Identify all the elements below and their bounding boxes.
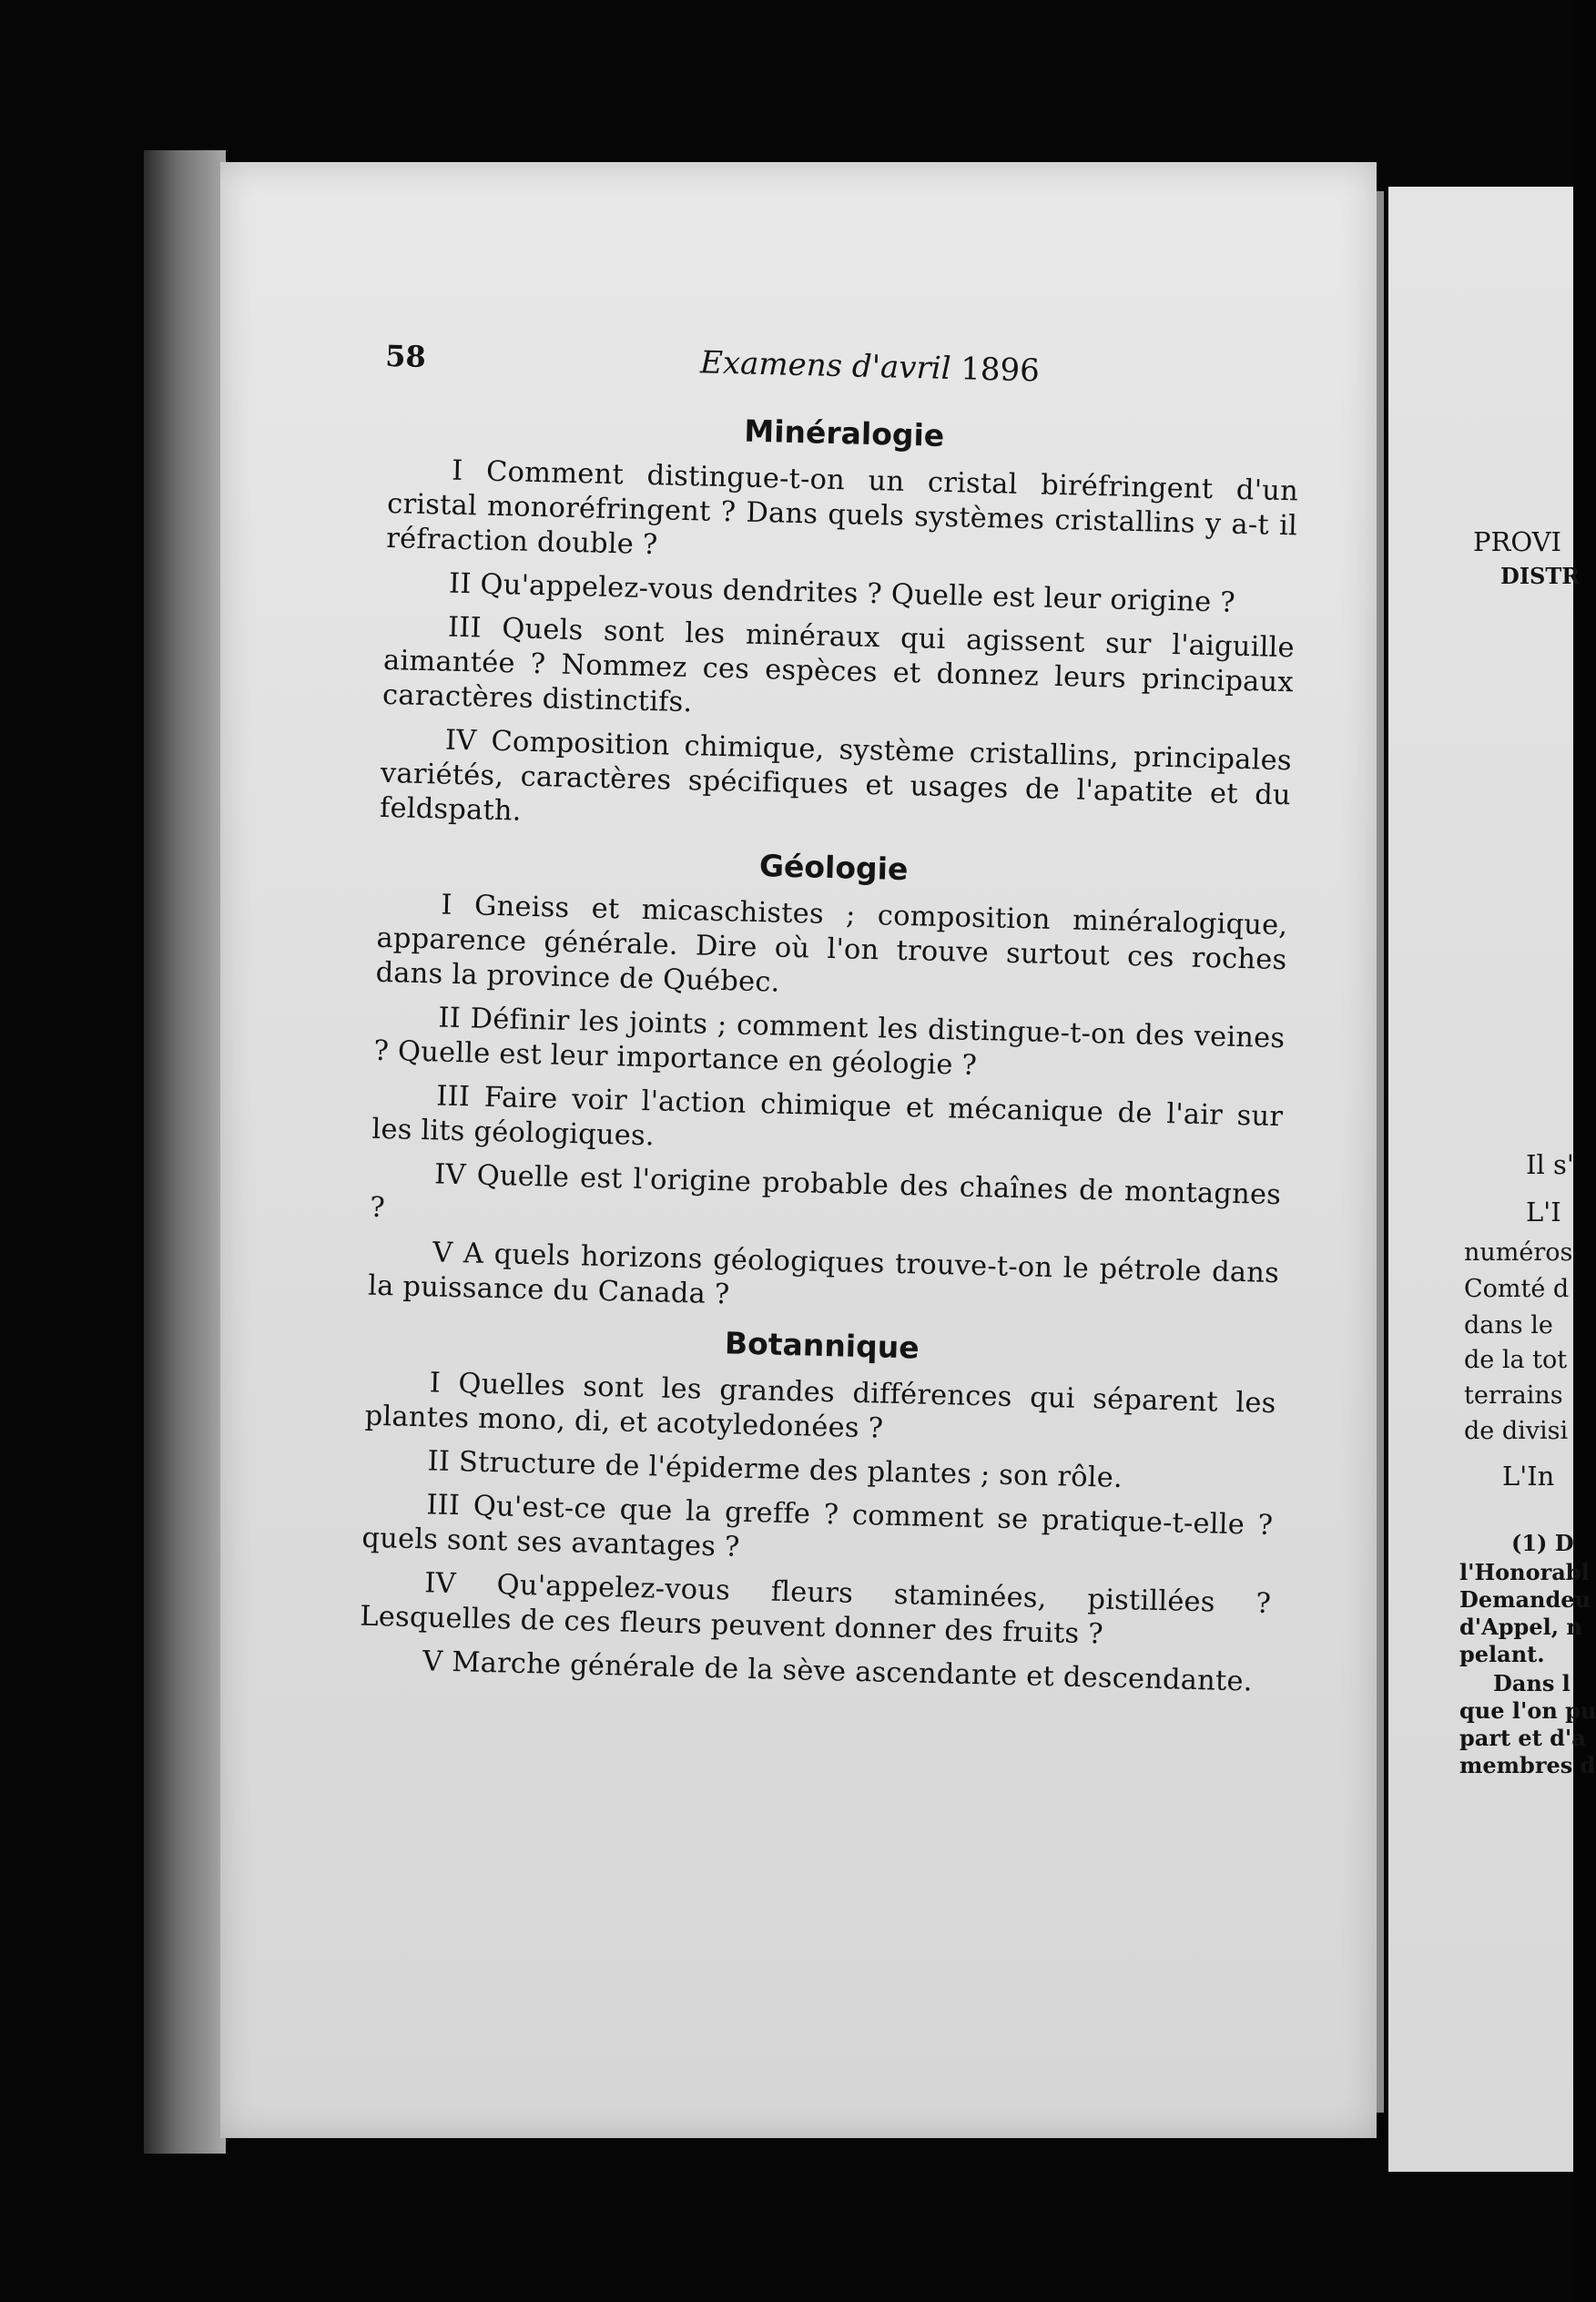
right-fragment: que l'on pu	[1459, 1697, 1596, 1724]
right-fragment: Il s'	[1526, 1149, 1574, 1180]
right-fragment: PROVI	[1473, 526, 1562, 557]
section-title: Botannique	[724, 1325, 920, 1366]
right-fragment: numéros	[1464, 1238, 1573, 1267]
right-fragment: part et d'a	[1459, 1725, 1586, 1751]
right-fragment: L'In	[1502, 1461, 1555, 1492]
page-number: 58	[384, 338, 427, 374]
section-geologie	[368, 839, 1289, 1326]
question: III Faire voir l'action chimique et mécanique de l'air sur les lits géologiques.	[371, 1080, 1284, 1153]
right-fragment: de la tot	[1464, 1346, 1568, 1374]
right-fragment: Dans l	[1493, 1670, 1571, 1696]
section-title: Minéralogie	[743, 413, 945, 453]
section-title: Géologie	[758, 848, 909, 888]
right-fragment: d'Appel, n	[1459, 1614, 1582, 1640]
question: V A quels horizons géologiques trouve-t-on le pétrole dans la puissance du Canada ?	[367, 1237, 1280, 1311]
section-mineralogie	[380, 404, 1300, 848]
right-fragment: DISTR	[1500, 563, 1581, 589]
right-fragment: L'I	[1526, 1197, 1561, 1227]
right-fragment: Demandeu	[1459, 1586, 1591, 1613]
question: IV Qu'appelez-vous fleurs staminées, pistillées ? Lesquelles de ces fleurs peuvent donner des fruits ?	[359, 1567, 1272, 1651]
question: I Comment distingue-t-on un cristal biréfringent d'un cristal monoréfringent ? Dans quels systèmes cristallins y a-t il réfraction double ?	[385, 454, 1299, 562]
right-fragment: Comté d	[1464, 1275, 1570, 1303]
question: III Quels sont les minéraux qui agissent sur l'aiguille aimantée ? Nommez ces espèces et donnez leurs principaux caractères distinctifs.	[381, 611, 1296, 719]
right-fragment: de divisi	[1464, 1417, 1569, 1445]
right-fragment: membres d	[1459, 1752, 1596, 1778]
question: IV Quelle est l'origine probable des chaînes de montagnes ?	[369, 1158, 1282, 1225]
question: I Gneiss et micaschistes ; composition minéralogique, apparence générale. Dire où l'on trouve surtout ces roches dans la province de Québec.	[375, 889, 1288, 999]
question: V Marche générale de la sève ascendante et descendante.	[422, 1645, 1254, 1698]
running-head-title: Examens d'avril	[699, 344, 951, 388]
running-head	[700, 344, 1041, 389]
right-fragment: l'Honorabl	[1459, 1559, 1590, 1585]
question: II Qu'appelez-vous dendrites ? Quelle est leur origine ?	[448, 567, 1236, 619]
question: IV Composition chimique, système cristallins, principales variétés, caractères spécifiques et usages de l'apatite et du feldspath.	[379, 724, 1293, 828]
question: II Structure de l'épiderme des plantes ; son rôle.	[427, 1445, 1123, 1494]
question: III Qu'est-ce que la greffe ? comment se pratique-t-elle ? quels sont ses avantages ?	[361, 1489, 1274, 1564]
running-head-year: 1896	[960, 351, 1041, 390]
question: II Définir les joints ; comment les distingue-t-on des veines ? Quelle est leur importance en géologie ?	[373, 1002, 1286, 1082]
right-fragment: pelant.	[1459, 1641, 1545, 1667]
question: I Quelles sont les grandes différences qui séparent les plantes mono, di, et acotyledonées ?	[364, 1367, 1276, 1445]
page-header	[384, 328, 1301, 413]
right-fragment: dans le	[1464, 1311, 1553, 1339]
section-botannique	[359, 1317, 1277, 1700]
left-page-text	[359, 328, 1302, 1709]
right-fragment: terrains	[1464, 1381, 1563, 1410]
right-fragment: (1) D	[1511, 1530, 1574, 1556]
